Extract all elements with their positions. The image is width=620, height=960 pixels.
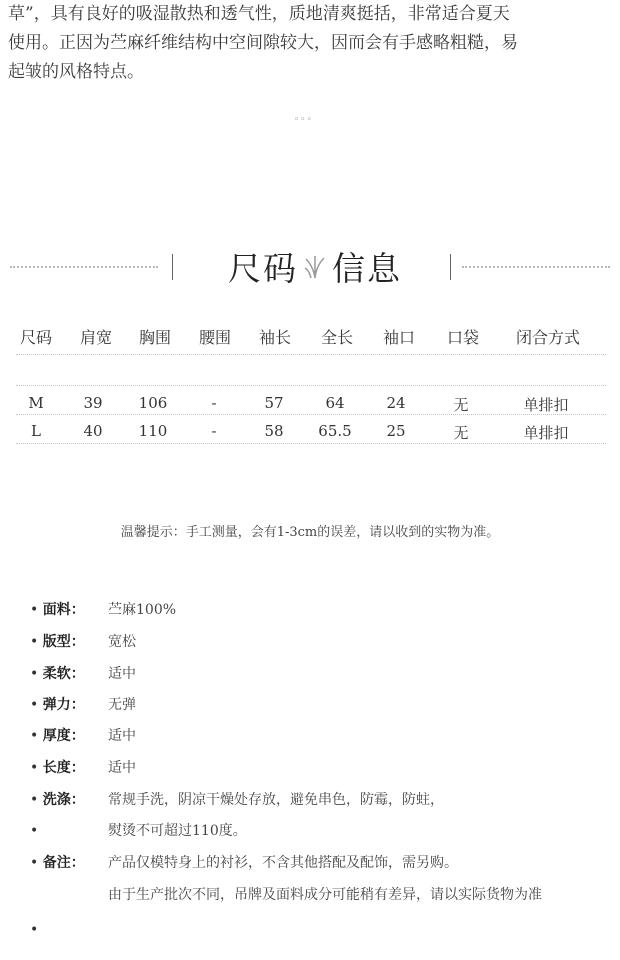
cell-closure: 单排扣 <box>523 424 569 442</box>
spec-label: 厚度： <box>42 728 85 744</box>
ornament-divider: ◦◦◦ <box>294 115 313 125</box>
cell-pocket: 无 <box>453 396 469 414</box>
dotted-rule-left <box>10 266 158 268</box>
spec-label: 长度： <box>42 760 85 776</box>
spec-value: 适中 <box>108 760 136 776</box>
cell-sleeve: 57 <box>264 394 284 412</box>
spec-value: 宽松 <box>108 634 136 650</box>
spec-item-washing <box>30 790 444 810</box>
spec-value: 适中 <box>108 666 136 682</box>
table-rule <box>16 414 606 415</box>
measurement-tip: 温馨提示：手工测量，会有1-3cm的误差，请以收到的实物为准。 <box>120 525 500 540</box>
spec-label: 版型： <box>42 634 85 650</box>
cell-length: 64 <box>325 394 345 412</box>
cell-length: 65.5 <box>318 422 352 440</box>
spec-value: 常规手洗，阴凉干燥处存放，避免串色，防霉，防蛀， <box>108 792 444 808</box>
cell-chest: 110 <box>138 422 168 440</box>
table-rule <box>16 385 606 386</box>
spec-label: 面料： <box>42 602 85 618</box>
bullet: • <box>30 855 39 871</box>
cell-closure: 单排扣 <box>523 396 569 414</box>
spec-item-fabric <box>30 600 177 620</box>
spec-value: 无弹 <box>108 697 136 713</box>
intro-line: 使用。正因为苎麻纤维结构中空间隙较大，因而会有手感略粗糙，易 <box>8 33 518 53</box>
spec-item-length <box>30 758 136 778</box>
title-bar-left <box>172 254 173 280</box>
spec-value: 适中 <box>108 728 136 744</box>
header-size: 尺码 <box>19 328 52 347</box>
title-left-text: 尺码 <box>228 248 298 288</box>
table-rule <box>16 354 606 355</box>
spec-item-thickness <box>30 726 136 746</box>
title-right-text: 信息 <box>332 248 402 288</box>
spec-item-softness <box>30 664 136 684</box>
spec-item-remarks <box>30 853 458 873</box>
remarks-continuation: 由于生产批次不同，吊牌及面料成分可能稍有差异，请以实际货物为准 <box>108 887 542 903</box>
cell-shoulder: 40 <box>83 422 103 440</box>
spec-item-ironing <box>30 821 247 841</box>
spec-label: 弹力： <box>42 697 85 713</box>
spec-label: 柔软： <box>42 666 85 682</box>
header-chest: 胸围 <box>138 328 171 347</box>
title-bar-right <box>450 254 451 280</box>
header-shoulder: 肩宽 <box>79 328 112 347</box>
cell-pocket: 无 <box>453 424 469 442</box>
spec-label: 洗涤： <box>42 792 85 808</box>
cell-cuff: 24 <box>386 394 406 412</box>
bullet: • <box>30 697 39 713</box>
spec-value: 苎麻100% <box>108 602 177 618</box>
header-cuff: 袖口 <box>382 328 415 347</box>
dotted-rule-right <box>462 266 610 268</box>
header-length: 全长 <box>320 328 353 347</box>
table-rule <box>16 443 606 444</box>
header-waist: 腰围 <box>198 328 231 347</box>
section-title <box>228 244 402 288</box>
spec-value: 熨烫不可超过110度。 <box>108 823 247 839</box>
bullet: • <box>30 792 39 808</box>
spec-label: 备注： <box>42 855 85 871</box>
intro-line: 草”，具有良好的吸湿散热和透气性，质地清爽挺括，非常适合夏天 <box>8 4 510 24</box>
spec-value: 产品仅模特身上的衬衫，不含其他搭配及配饰，需另购。 <box>108 855 458 871</box>
intro-line: 起皱的风格特点。 <box>8 62 144 82</box>
cell-waist: - <box>211 394 217 412</box>
cell-size: M <box>28 394 44 412</box>
cell-waist: - <box>211 422 217 440</box>
bullet: • <box>30 728 39 744</box>
bullet: • <box>30 666 39 682</box>
bullet: • <box>30 634 39 650</box>
bullet: • <box>30 760 39 776</box>
bullet: • <box>30 823 39 839</box>
trailing-bullet: • <box>30 922 39 938</box>
cell-cuff: 25 <box>386 422 406 440</box>
cell-shoulder: 39 <box>83 394 103 412</box>
leaf-icon <box>304 253 326 279</box>
header-pocket: 口袋 <box>446 328 479 347</box>
intro-text <box>8 0 608 87</box>
bullet: • <box>30 602 39 618</box>
header-closure: 闭合方式 <box>515 328 580 347</box>
cell-sleeve: 58 <box>264 422 284 440</box>
spec-item-fit <box>30 632 136 652</box>
spec-item-elasticity <box>30 695 136 715</box>
header-sleeve: 袖长 <box>258 328 291 347</box>
cell-chest: 106 <box>138 394 168 412</box>
cell-size: L <box>31 422 41 440</box>
